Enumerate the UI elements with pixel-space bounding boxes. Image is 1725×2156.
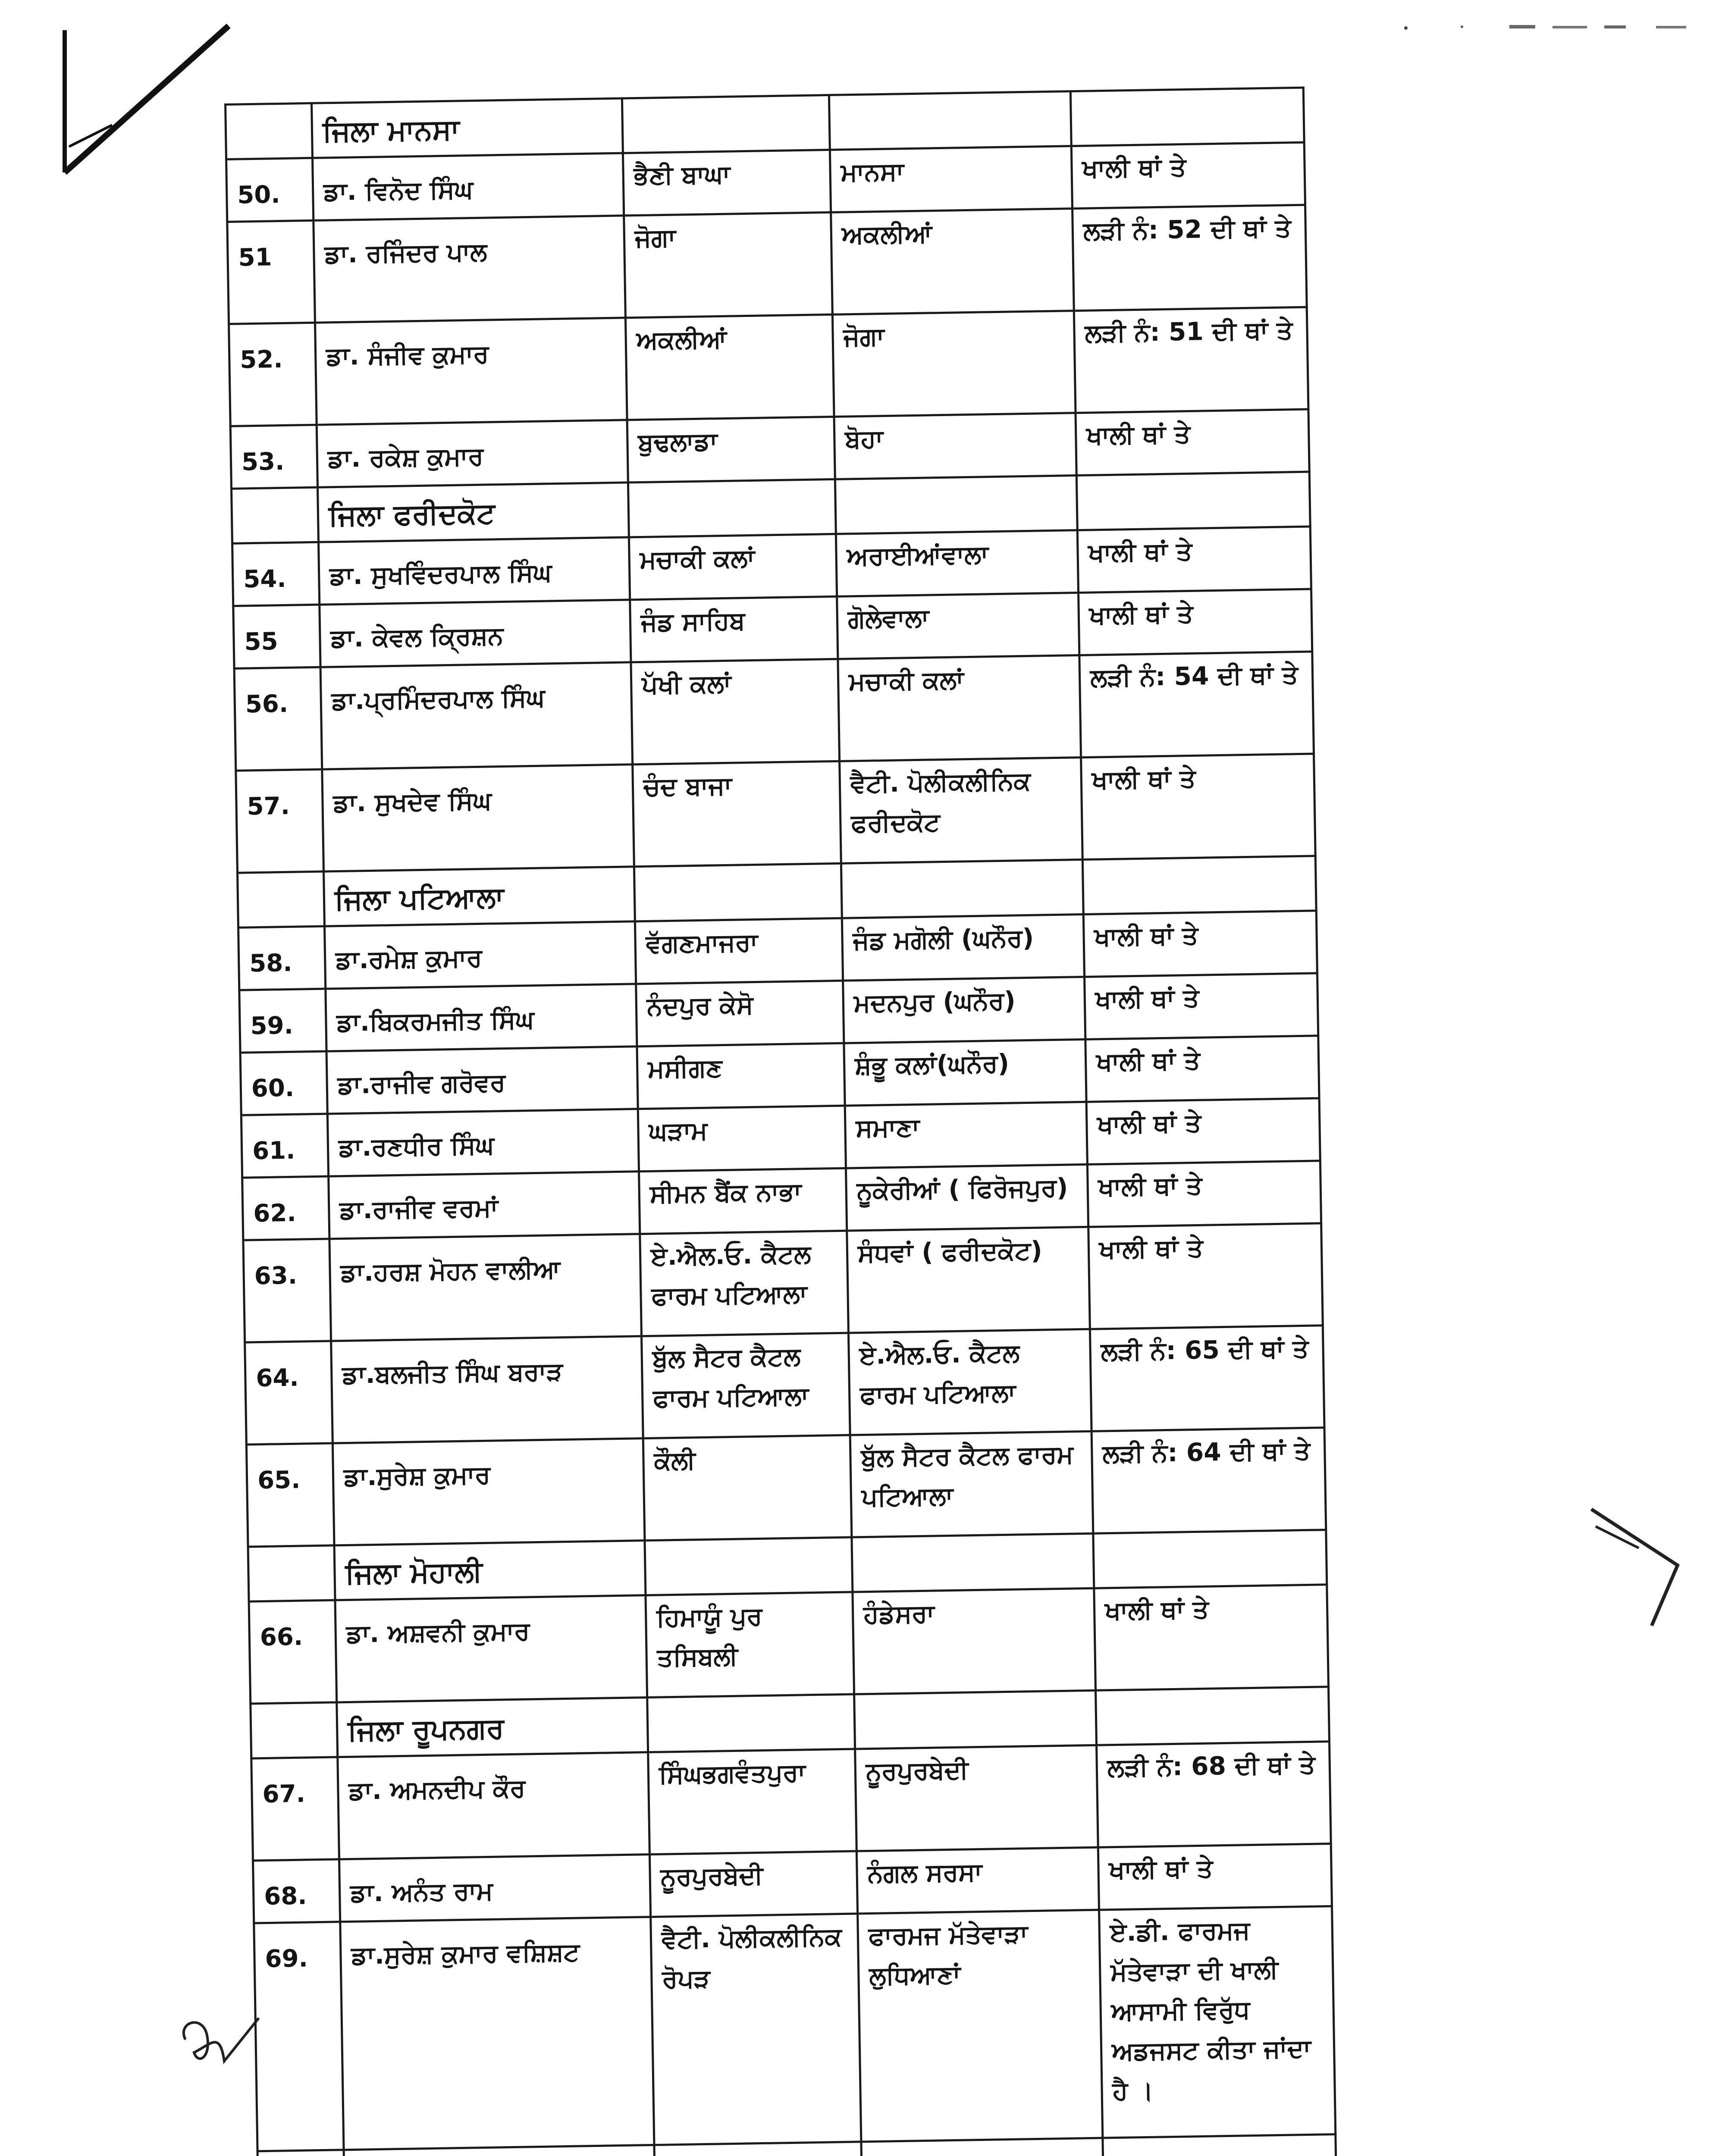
to-station: ਨੂਕੇਰੀਆਂ ( ਫਿਰੋਜਪੁਰ)	[846, 1164, 1088, 1231]
officer-name: ਡਾ. ਸੰਜੀਵ ਕੁਮਾਰ	[315, 318, 627, 425]
to-station: ਨੂਰਪੁਰਬੇਦੀ	[855, 1745, 1098, 1851]
remark: ਖਾਲੀ ਥਾਂ ਤੇ	[1079, 589, 1312, 655]
serial-number: 68.	[253, 1859, 340, 1923]
from-station: ਸਿੰਘਭਗਵੰਤਪੁਰਾ	[648, 1749, 857, 1855]
table-row	[246, 1428, 1326, 1547]
serial-number: 65.	[246, 1443, 334, 1547]
district-title: ਜਿਲਾ ਮਾਨਸਾ	[312, 98, 623, 158]
remark: ਏ.ਡੀ. ਫਾਰਮਜ ਮੱਤੇਵਾੜਾ ਦੀ ਖਾਲੀ ਆਸਾਮੀ ਵਿਰੁੱਧ ਅਡਜਸਟ ਕੀਤਾ ਜਾਂਦਾ ਹੈ ।	[1099, 1906, 1336, 2138]
table-row	[249, 1585, 1328, 1704]
serial-number: 57.	[236, 769, 324, 873]
to-station: ਬੋਹਾ	[834, 413, 1076, 479]
table-row	[254, 1906, 1336, 2151]
officer-name: ਡਾ. ਸੁਖਦੇਵ ਸਿੰਘ	[322, 765, 634, 871]
officer-name: ਡਾ.ਰਾਜੀਵ ਗਰੋਵਰ	[326, 1047, 638, 1114]
to-station: ਅਰਾਈਆਂਵਾਲਾ	[836, 530, 1078, 597]
remark: ਖਾਲੀ ਥਾਂ ਤੇ	[1077, 526, 1311, 592]
district-title: ਜਿਲਾ ਫਰੀਦਕੋਟ	[318, 483, 629, 542]
officer-name: ਡਾ. ਸੁਖਵਿੰਦਰਪਾਲ ਸਿੰਘ	[319, 537, 630, 605]
remark: ਖਾਲੀ ਥਾਂ ਤੇ	[1081, 754, 1316, 859]
from-station: ਘੜਾਮ	[638, 1106, 846, 1172]
table-row	[243, 1223, 1323, 1342]
serial-number: 60.	[240, 1051, 327, 1115]
to-station: ਮਚਾਕੀ ਕਲਾਂ	[838, 655, 1081, 761]
officer-name: ਡਾ.ਬਿਕਰਮਜੀਤ ਸਿੰਘ	[326, 984, 637, 1051]
officer-name: ਡਾ. ਰਕੇਸ਼ ਕੁਮਾਰ	[317, 420, 628, 487]
officer-name: ਡਾ. ਕੇਵਲ ਕ੍ਰਿਸ਼ਨ	[320, 600, 631, 667]
to-station: ਬੁੱਲ ਸੈਟਰ ਕੈਟਲ ਫਾਰਮ ਪਟਿਆਲਾ	[850, 1431, 1093, 1537]
to-station: ਸੰਧਵਾਂ ( ਫਰੀਦਕੋਟ)	[847, 1227, 1090, 1333]
remark: ਖਾਲੀ ਥਾਂ ਤੇ	[1086, 1098, 1320, 1164]
serial-number: 63.	[243, 1239, 331, 1342]
serial-number: 53.	[230, 425, 317, 489]
from-station: ਨੰਦਪੁਰ ਕੇਸੋ	[636, 981, 844, 1047]
table-row	[245, 1326, 1324, 1445]
from-station: ਏ.ਐਲ.ਓ. ਕੈਟਲ ਫਾਰਮ ਪਟਿਆਲਾ	[640, 1231, 849, 1336]
serial-number: 58.	[238, 926, 326, 990]
from-station: ਭੈਣੀ ਬਾਘਾ	[623, 150, 831, 216]
serial-number: 50.	[226, 158, 314, 222]
serial-number: 56.	[234, 667, 322, 771]
serial-number: 59.	[239, 989, 326, 1053]
officer-name: ਡਾ.ਪ੍ਰਮਿੰਦਰਪਾਲ ਸਿੰਘ	[320, 662, 633, 769]
from-station: ਜੋਗਾ	[624, 212, 833, 318]
officer-name: ਡਾ.ਰਾਜੀਵ ਵਰਮਾਂ	[329, 1172, 640, 1239]
officer-name: ਡਾ.ਸੁਰੇਸ਼ ਕੁਮਾਰ ਵਸ਼ਿਸ਼ਟ	[340, 1917, 654, 2150]
officer-name: ਡਾ.ਰਣਧੀਰ ਸਿੰਘ	[327, 1109, 639, 1176]
to-station: ਮਾਨਸਾ	[830, 146, 1072, 213]
remark: ਖਾਲੀ ਥਾਂ ਤੇ	[1088, 1223, 1323, 1329]
from-station: ਮਸੀਗਣ	[637, 1043, 845, 1109]
from-station: ਬੁਢਲਾਡਾ	[627, 417, 835, 483]
from-station: ਬੁੱਲ ਸੈਟਰ ਕੈਟਲ ਫਾਰਮ ਪਟਿਆਲਾ	[642, 1333, 850, 1438]
officer-name: ਡਾ. ਅਮਨਦੀਪ ਕੌਰ	[338, 1752, 650, 1859]
to-station: ਹੰਡੇਸਰਾ	[853, 1588, 1096, 1694]
remark: ਖਾਲੀ ਥਾਂ ਤੇ	[1094, 1585, 1329, 1690]
to-station: ਸ਼ੰਭੂ ਕਲਾਂ(ਘਨੌਰ)	[844, 1039, 1086, 1106]
officer-name: ਡਾ.ਰਮੇਸ਼ ਕੁਮਾਰ	[324, 921, 636, 989]
serial-number: 54.	[232, 542, 320, 606]
remark: ਖਾਲੀ ਥਾਂ ਤੇ	[1076, 409, 1309, 475]
remark: ਲੜੀ ਨੰ: 52 ਦੀ ਥਾਂ ਤੇ	[1073, 205, 1307, 310]
remark: ਲੜੀ ਨੰ: 64 ਦੀ ਥਾਂ ਤੇ	[1091, 1428, 1326, 1533]
to-station: ਫਾਰਮਜ ਮੱਤੇਵਾੜਾ ਲੁਧਿਆਣਾਂ	[858, 1910, 1103, 2142]
serial-number: 51	[227, 220, 315, 324]
remark: ਲੜੀ ਨੰ: 51 ਦੀ ਥਾਂ ਤੇ	[1074, 307, 1308, 413]
from-station: ਪੱਖੀ ਕਲਾਂ	[631, 659, 840, 765]
remark: ਲੜੀ ਨੰ: 68 ਦੀ ਥਾਂ ਤੇ	[1097, 1742, 1331, 1847]
table-row	[234, 652, 1314, 771]
from-station: ਹਿਮਾਯੂੰ ਪੁਰ ਤਸਿਬਲੀ	[646, 1592, 854, 1698]
officer-name: ਡਾ.ਬਲਜੀਤ ਸਿੰਘ ਬਰਾੜ	[331, 1336, 643, 1443]
corner-pen-mark-icon	[56, 17, 237, 181]
officer-name: ਡਾ.ਸੁਰੇਸ਼ ਕੁਮਾਰ	[332, 1438, 645, 1545]
remark: ਲੜੀ ਨੰ: 54 ਦੀ ਥਾਂ ਤੇ	[1079, 652, 1314, 757]
serial-number: 66.	[249, 1600, 337, 1704]
district-title: ਜਿਲਾ ਪਟਿਆਲਾ	[324, 867, 635, 926]
to-station: ਨੰਗਲ ਸਰਸਾ	[856, 1847, 1099, 1914]
bracket-pen-mark-icon	[1587, 1501, 1690, 1630]
from-station: ਨੂਰਪੁਰਬੇਦੀ	[649, 1851, 857, 1917]
serial-number: 55	[233, 605, 320, 668]
serial-number: 64.	[245, 1341, 333, 1445]
from-station: ਮਚਾਕੀ ਕਲਾਂ	[629, 534, 837, 600]
table-row	[236, 754, 1315, 873]
from-station: ਜੰਡ ਸਾਹਿਬ	[630, 596, 838, 662]
to-station: ਜੋਗਾ	[832, 311, 1076, 417]
serial-number: 61.	[241, 1114, 328, 1178]
from-station: ਸੀਮਨ ਬੈਂਕ ਨਾਭਾ	[639, 1168, 847, 1234]
remark: ਖਾਲੀ ਥਾਂ ਤੇ	[1071, 142, 1305, 208]
officer-name: ਡਾ. ਅਸ਼ਵਨੀ ਕੁਮਾਰ	[335, 1595, 647, 1702]
scan-specks-icon	[1397, 22, 1699, 34]
from-station: ਅਕਲੀਆਂ	[625, 314, 834, 420]
table-row	[251, 1742, 1331, 1861]
serial-number: 67.	[251, 1757, 339, 1861]
remark: ਖਾਲੀ ਥਾਂ ਤੇ	[1087, 1161, 1321, 1227]
district-title: ਜਿਲਾ ਮੋਹਾਲੀ	[334, 1541, 646, 1600]
officer-name: ਡਾ. ਅਨੰਤ ਰਾਮ	[339, 1855, 650, 1922]
from-station: ਵੈਟੀ. ਪੋਲੀਕਲੀਨਿਕ ਰੋਪੜ	[651, 1914, 861, 2145]
to-station: ਸਮਾਣਾ	[845, 1102, 1087, 1168]
officer-name: ਡਾ. ਰਜਿੰਦਰ ਪਾਲ	[314, 216, 626, 323]
from-station: ਚੰਦ ਬਾਜਾ	[633, 761, 841, 867]
table-row	[227, 205, 1307, 324]
officer-name: ਡਾ.ਹਰਸ਼ ਮੋਹਨ ਵਾਲੀਆ	[329, 1234, 642, 1341]
to-station: ਵੈਟੀ. ਪੋਲੀਕਲੀਨਿਕ ਫਰੀਦਕੋਟ	[840, 757, 1083, 863]
transfer-table	[224, 87, 1345, 2156]
remark: ਲੜੀ ਨੰ: 65 ਦੀ ਥਾਂ ਤੇ	[1090, 1326, 1324, 1431]
from-station: ਵੱਗਣਮਾਜਰਾ	[635, 918, 843, 984]
to-station: ਏ.ਐਲ.ਓ. ਕੈਟਲ ਫਾਰਮ ਪਟਿਆਲਾ	[848, 1329, 1091, 1435]
officer-name: ਡਾ. ਵਿਨੋਦ ਸਿੰਘ	[313, 153, 624, 220]
serial-number: 52.	[229, 323, 317, 426]
from-station: ਕੌਲੀ	[643, 1435, 852, 1541]
remark: ਖਾਲੀ ਥਾਂ ਤੇ	[1098, 1844, 1332, 1910]
remark: ਖਾਲੀ ਥਾਂ ਤੇ	[1085, 1036, 1319, 1102]
table-row	[229, 307, 1308, 426]
remark: ਖਾਲੀ ਥਾਂ ਤੇ	[1085, 973, 1318, 1039]
remark: ਖਾਲੀ ਥਾਂ ਤੇ	[1083, 911, 1317, 977]
to-station: ਗੋਲੇਵਾਲਾ	[837, 593, 1079, 659]
to-station: ਅਕਲੀਆਂ	[831, 209, 1074, 315]
serial-number: 69.	[254, 1922, 344, 2151]
to-station: ਜੰਡ ਮਗੋਲੀ (ਘਨੌਰ)	[842, 914, 1084, 981]
serial-number: 62.	[242, 1176, 329, 1240]
district-title: ਜਿਲਾ ਰੂਪਨਗਰ	[337, 1698, 648, 1757]
to-station: ਮਦਨਪੁਰ (ਘਨੌਰ)	[843, 977, 1085, 1043]
